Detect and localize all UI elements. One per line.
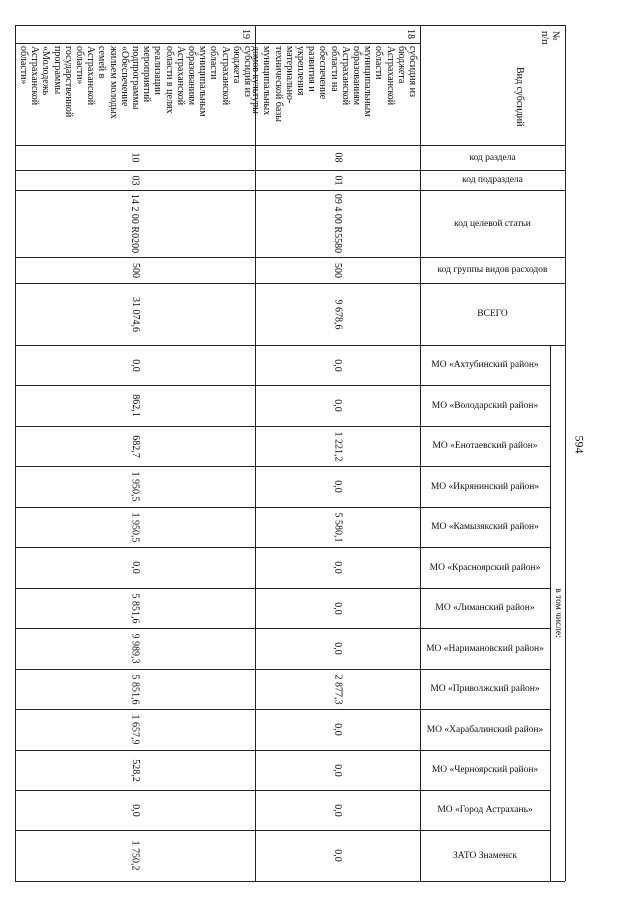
value-cell <box>15 170 255 190</box>
value-cell <box>255 283 420 345</box>
column-number: 18 <box>405 29 416 39</box>
value-text: 01 <box>332 175 343 185</box>
value-cell <box>15 385 255 426</box>
value-cell <box>255 588 420 628</box>
value-cell <box>255 507 420 547</box>
value-text: 500 <box>332 262 343 278</box>
subsidy-table <box>15 25 565 881</box>
value-text: 03 <box>129 175 141 185</box>
value-text: 862,1 <box>129 394 141 417</box>
value-cell <box>255 257 420 283</box>
value-cell <box>15 283 255 345</box>
value-cell <box>255 547 420 588</box>
value-cell <box>255 790 420 830</box>
row-label: ЗАТО Знаменск <box>453 850 517 861</box>
value-cell <box>15 190 255 257</box>
value-text: 1 950,5 <box>129 512 141 542</box>
column-number: 19 <box>240 29 251 39</box>
value-text: 0,0 <box>332 803 343 817</box>
row-label: код группы видов расходов <box>437 265 548 275</box>
row-label: код целевой статьи <box>454 218 531 229</box>
value-cell <box>15 790 255 830</box>
value-text: 5 580,1 <box>332 512 343 542</box>
value-text: 0,0 <box>332 849 343 862</box>
value-cell <box>255 385 420 426</box>
value-cell <box>15 547 255 588</box>
row-label: ВСЕГО <box>477 309 508 319</box>
row-label: МО «Икрянинский район» <box>430 481 540 492</box>
row-label: МО «Камызякский район» <box>431 522 539 532</box>
row-label: МО «Наримановский район» <box>426 643 544 654</box>
value-text: 0,0 <box>129 358 141 372</box>
value-cell <box>255 830 420 881</box>
column-description: субсидия из бюджета Астраханской области муниципальным образованиям Астраханской области в целях реализации мероприятий подпрограммы «Обеспечение жильем молодых семей в Астраханской области» государственной программы «Молодежь Астраханской области» <box>17 46 253 119</box>
row-label: МО «Лиманский район» <box>435 603 535 613</box>
value-text: 31 074,6 <box>129 296 141 332</box>
value-cell <box>255 750 420 790</box>
header-num-label: № п/п <box>538 31 561 45</box>
header-type-label: Вид субсидий <box>514 67 525 127</box>
value-text: 0,0 <box>129 561 141 574</box>
value-text: 1 657,9 <box>129 714 141 745</box>
row-label: МО «Красноярский район» <box>429 562 541 573</box>
value-cell <box>255 709 420 750</box>
value-text: 528,2 <box>129 758 141 782</box>
value-text: 5 851,6 <box>129 593 141 623</box>
value-cell <box>15 709 255 750</box>
table-border-right <box>565 25 566 881</box>
table-border-top <box>15 25 565 26</box>
row-label: МО «Енотаевский район» <box>432 441 538 451</box>
value-cell <box>15 466 255 507</box>
value-cell <box>255 426 420 466</box>
row-label: МО «Город Астрахань» <box>437 805 533 815</box>
group-label-cell <box>550 345 565 881</box>
row-label: код подраздела <box>462 175 523 185</box>
value-text: 1 221,2 <box>332 431 343 461</box>
value-cell <box>15 345 255 385</box>
row-label: код раздела <box>469 152 516 163</box>
value-text: 5 851,6 <box>129 674 141 704</box>
value-cell <box>255 669 420 709</box>
value-text: 9 989,3 <box>129 633 141 664</box>
value-cell <box>15 507 255 547</box>
value-cell <box>15 750 255 790</box>
value-text: 1 950,5 <box>129 471 141 502</box>
value-cell <box>15 669 255 709</box>
value-text: 0,0 <box>332 480 343 493</box>
value-cell <box>15 145 255 170</box>
value-text: 08 <box>332 152 343 163</box>
value-cell <box>15 628 255 669</box>
value-text: 09 4 00 R5580 <box>331 193 343 254</box>
value-text: 0,0 <box>332 642 343 655</box>
value-text: 500 <box>129 262 141 278</box>
value-cell <box>255 170 420 190</box>
value-text: 682,7 <box>129 434 141 458</box>
value-cell <box>255 345 420 385</box>
value-cell <box>255 145 420 170</box>
row-label: МО «Володарский район» <box>431 400 539 411</box>
value-cell <box>15 257 255 283</box>
value-text: 0,0 <box>332 601 343 615</box>
header-subline <box>15 43 420 44</box>
value-text: 0,0 <box>332 763 343 777</box>
value-cell <box>255 628 420 669</box>
value-cell <box>255 466 420 507</box>
value-text: 0,0 <box>129 803 141 817</box>
value-text: 9 678,6 <box>332 299 343 329</box>
value-text: 0,0 <box>332 561 343 574</box>
value-text: 0,0 <box>332 723 343 736</box>
page-number: 594 <box>572 435 587 454</box>
column-description: субсидия из бюджета Астраханской области муниципальным образованиям Астраханской области на обеспечение развития и укрепления материально- технической базы муниципальных домов культуры <box>250 46 418 122</box>
table-border-bottom <box>15 881 565 882</box>
value-text: 2 877,3 <box>332 674 343 704</box>
value-text: 1 750,2 <box>129 840 141 871</box>
value-text: 0,0 <box>332 358 343 372</box>
row-label: МО «Приволжский район» <box>430 684 540 694</box>
value-text: 0,0 <box>332 399 343 412</box>
row-label: МО «Ахтубинский район» <box>431 360 539 370</box>
value-cell <box>255 190 420 257</box>
value-text: 14 2 00 R0200 <box>129 193 141 254</box>
group-label: в том числе: <box>552 588 563 638</box>
value-cell <box>15 588 255 628</box>
value-cell <box>15 426 255 466</box>
row-label: МО «Харабалинский район» <box>426 724 544 735</box>
value-text: 10 <box>129 152 141 163</box>
row-label: МО «Черноярский район» <box>431 765 539 775</box>
value-cell <box>15 830 255 881</box>
